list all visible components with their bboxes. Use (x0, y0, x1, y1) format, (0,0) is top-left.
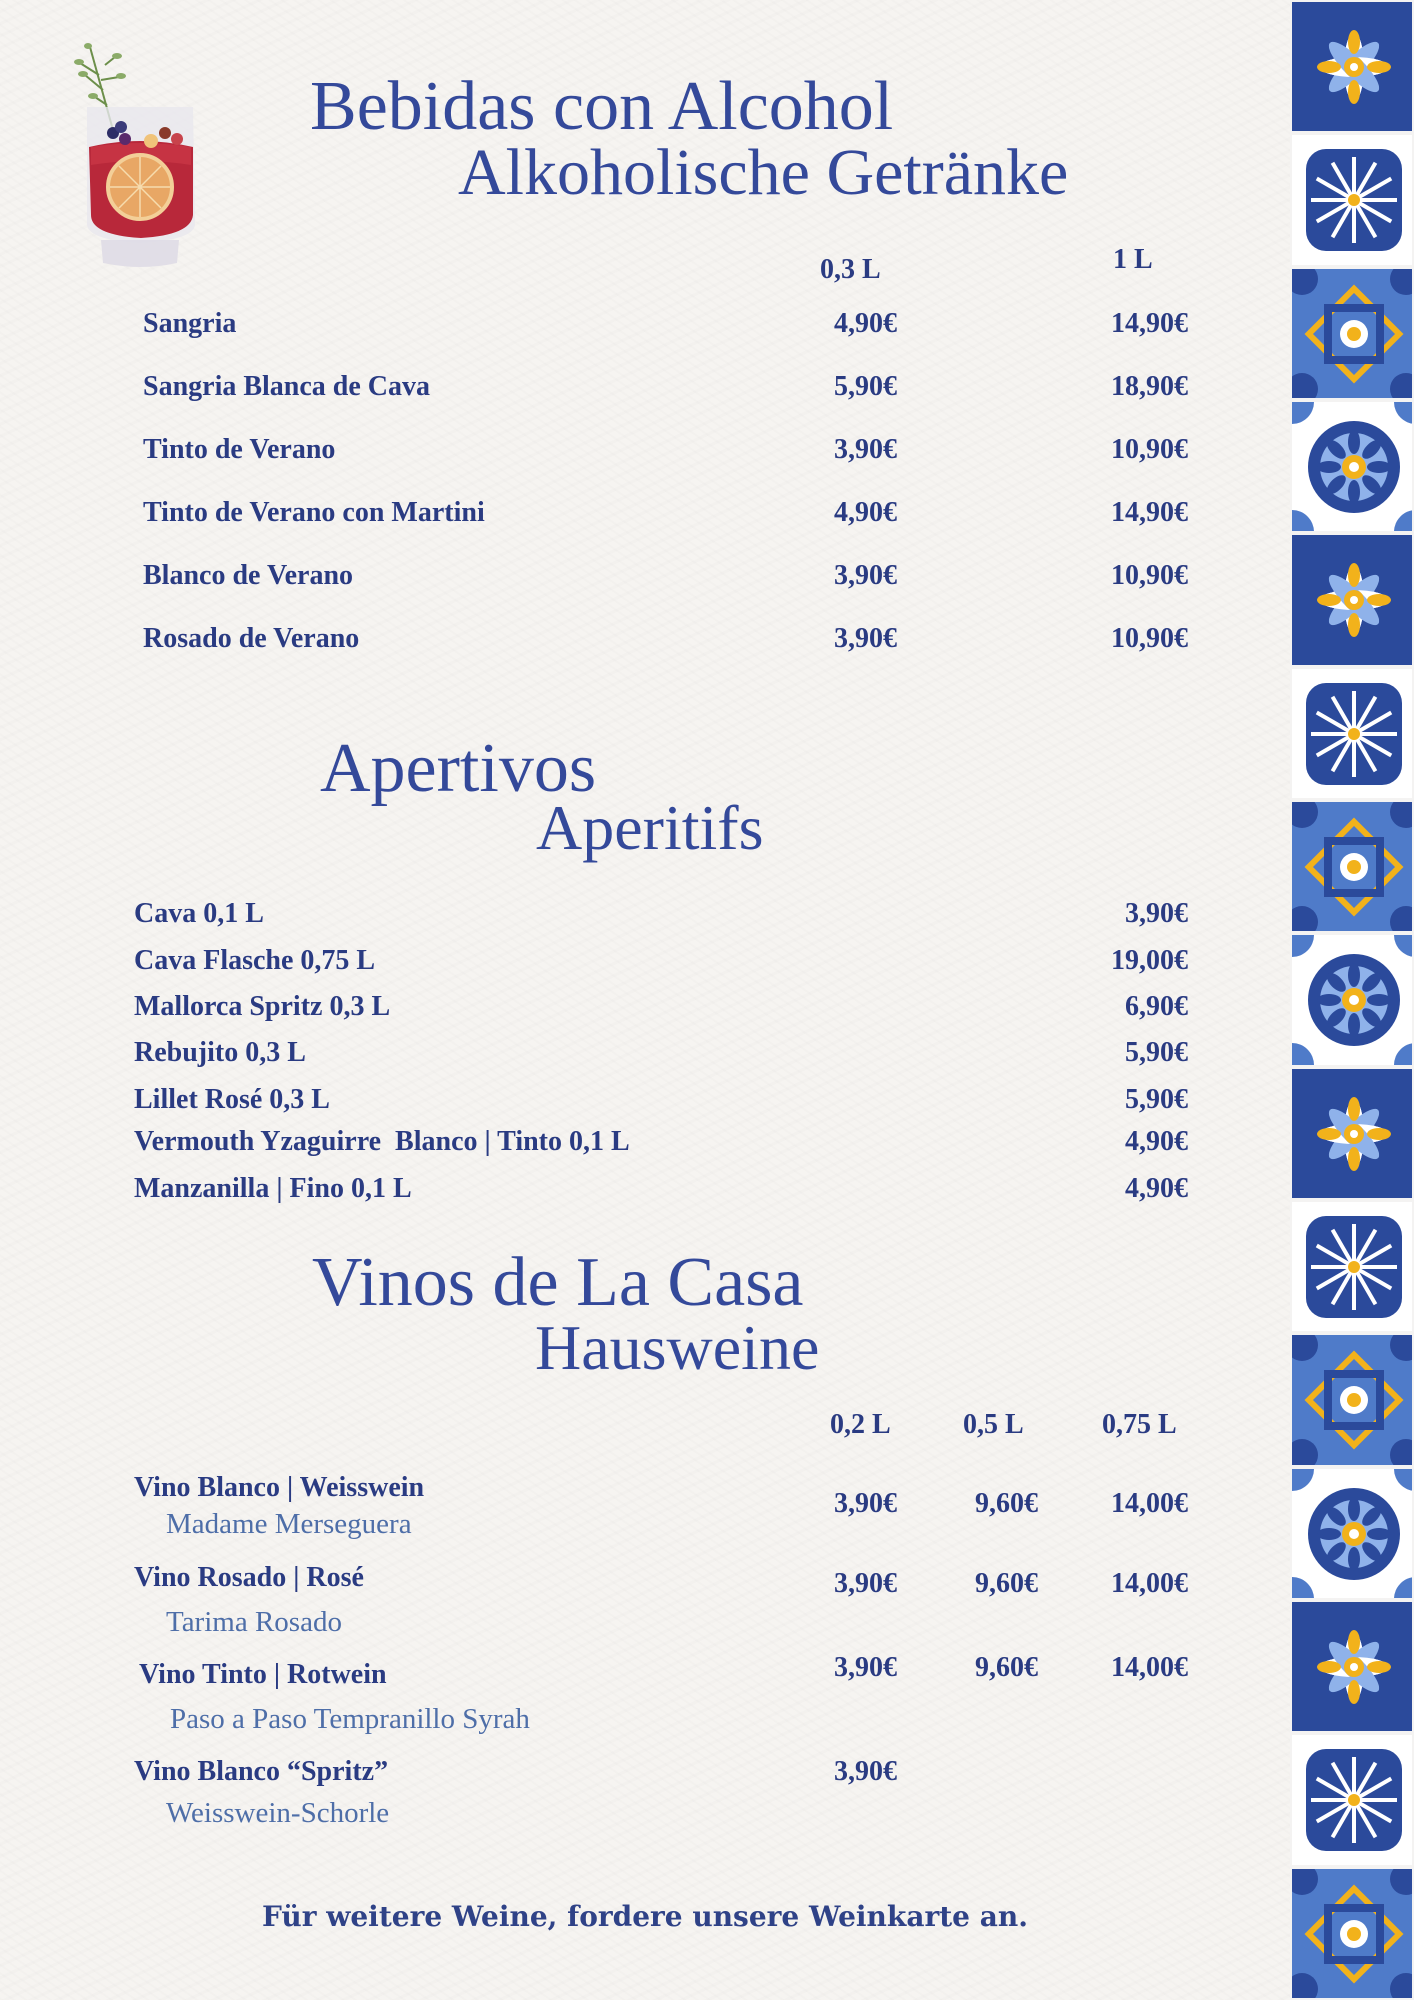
azulejo-tile (1290, 0, 1414, 133)
section-title-aperitifs-de: Aperitifs (536, 792, 764, 863)
column-header: 0,3 L (820, 254, 881, 285)
item-price: 3,90€ (834, 1488, 897, 1519)
section-title-wines-de: Hausweine (535, 1312, 820, 1383)
item-name: Manzanilla | Fino 0,1 L (134, 1173, 412, 1204)
item-name: Vermouth Yzaguirre Blanco | Tinto 0,1 L (134, 1126, 630, 1157)
item-name: Tinto de Verano (143, 434, 336, 465)
item-price: 5,90€ (1125, 1037, 1188, 1068)
item-name: Lillet Rosé 0,3 L (134, 1084, 330, 1115)
section-title-alcohol-de: Alkoholische Getränke (458, 136, 1069, 209)
item-subtitle: Tarima Rosado (166, 1606, 342, 1638)
item-price: 3,90€ (834, 1756, 897, 1787)
item-price: 14,00€ (1111, 1488, 1188, 1519)
item-price: 3,90€ (1125, 898, 1188, 929)
azulejo-tile (1290, 667, 1414, 800)
column-header: 1 L (1113, 244, 1153, 275)
azulejo-tile (1290, 800, 1414, 933)
item-subtitle: Madame Merseguera (166, 1508, 412, 1540)
azulejo-tile (1290, 400, 1414, 533)
azulejo-tile (1290, 533, 1414, 666)
item-name: Rebujito 0,3 L (134, 1037, 306, 1068)
section-title-wines-es: Vinos de La Casa (312, 1244, 804, 1321)
azulejo-tile (1290, 1333, 1414, 1466)
item-name: Vino Blanco | Weisswein (134, 1472, 425, 1503)
item-price: 3,90€ (834, 434, 897, 465)
azulejo-tile (1290, 933, 1414, 1066)
item-name: Rosado de Verano (143, 623, 360, 654)
item-price: 9,60€ (975, 1568, 1038, 1599)
section-title-alcohol-es: Bebidas con Alcohol (310, 68, 894, 145)
item-price: 14,00€ (1111, 1652, 1188, 1683)
item-price: 14,00€ (1111, 1568, 1188, 1599)
azulejo-tile (1290, 267, 1414, 400)
item-price: 14,90€ (1111, 497, 1188, 528)
item-price: 5,90€ (1125, 1084, 1188, 1115)
item-name: Sangria Blanca de Cava (143, 371, 431, 402)
column-header: 0,5 L (963, 1409, 1024, 1440)
azulejo-tile (1290, 1600, 1414, 1733)
item-price: 18,90€ (1111, 371, 1188, 402)
item-subtitle: Weisswein-Schorle (166, 1797, 390, 1829)
item-name: Cava Flasche 0,75 L (134, 945, 376, 976)
item-name: Mallorca Spritz 0,3 L (134, 991, 391, 1022)
item-name: Vino Tinto | Rotwein (139, 1659, 387, 1690)
item-name: Blanco de Verano (143, 560, 354, 591)
item-price: 19,00€ (1111, 945, 1188, 976)
item-name: Tinto de Verano con Martini (143, 497, 485, 528)
item-price: 10,90€ (1111, 434, 1188, 465)
item-price: 14,90€ (1111, 308, 1188, 339)
item-price: 5,90€ (834, 371, 897, 402)
azulejo-tile (1290, 1200, 1414, 1333)
item-price: 3,90€ (834, 1568, 897, 1599)
item-name: Cava 0,1 L (134, 898, 264, 929)
azulejo-tile (1290, 133, 1414, 266)
column-header: 0,75 L (1102, 1409, 1177, 1440)
item-price: 4,90€ (1125, 1173, 1188, 1204)
item-price: 3,90€ (834, 560, 897, 591)
item-price: 10,90€ (1111, 623, 1188, 654)
item-price: 3,90€ (834, 1652, 897, 1683)
item-name: Sangria (143, 308, 237, 339)
item-price: 4,90€ (834, 308, 897, 339)
item-price: 9,60€ (975, 1488, 1038, 1519)
item-subtitle: Paso a Paso Tempranillo Syrah (170, 1703, 530, 1735)
column-header: 0,2 L (830, 1409, 891, 1440)
azulejo-tile-strip-icon (1290, 0, 1414, 2000)
item-price: 10,90€ (1111, 560, 1188, 591)
item-price: 6,90€ (1125, 991, 1188, 1022)
azulejo-tile (1290, 1067, 1414, 1200)
item-name: Vino Blanco “Spritz” (134, 1756, 389, 1787)
item-price: 4,90€ (1125, 1126, 1188, 1157)
item-name: Vino Rosado | Rosé (134, 1562, 364, 1593)
azulejo-tile (1290, 1467, 1414, 1600)
azulejo-tile (1290, 1867, 1414, 2000)
item-price: 3,90€ (834, 623, 897, 654)
item-price: 9,60€ (975, 1652, 1038, 1683)
sangria-glass-icon (55, 35, 230, 275)
azulejo-tile (1290, 1733, 1414, 1866)
footer-note: Für weitere Weine, fordere unsere Weinkarte an. (262, 1900, 1028, 1933)
item-price: 4,90€ (834, 497, 897, 528)
section-title-aperitifs-es: Apertivos (320, 730, 597, 807)
